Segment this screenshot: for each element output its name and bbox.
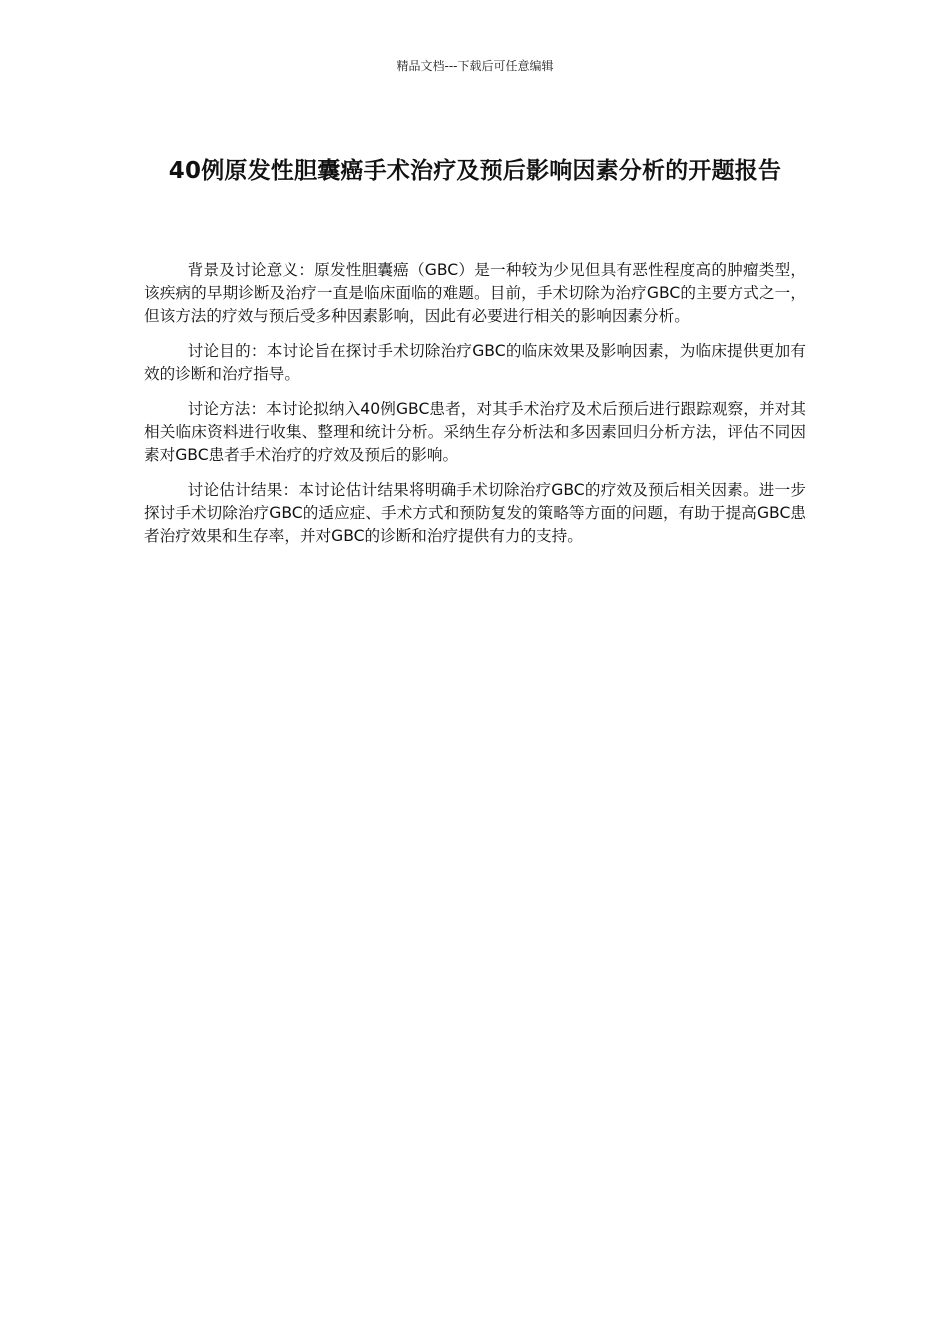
document-title: 40例原发性胆囊癌手术治疗及预后影响因素分析的开题报告 — [168, 158, 782, 185]
paragraph-expected-results: 讨论估计结果：本讨论估计结果将明确手术切除治疗GBC的疗效及预后相关因素。进一步探讨手术切除治疗GBC的适应症、手术方式和预防复发的策略等方面的问题，有助于提高GBC患者治疗效果和生存率，并对GBC的诊断和治疗提供有力的支持。 — [144, 481, 806, 545]
paragraph-method: 讨论方法：本讨论拟纳入40例GBC患者，对其手术治疗及术后预后进行跟踪观察，并对其相关临床资料进行收集、整理和统计分析。采纳生存分析法和多因素回归分析方法，评估不同因素对GBC患者手术治疗的疗效及预后的影响。 — [144, 400, 806, 464]
paragraph-purpose: 讨论目的：本讨论旨在探讨手术切除治疗GBC的临床效果及影响因素，为临床提供更加有效的诊断和治疗指导。 — [144, 342, 806, 383]
header-note: 精品文档---下载后可任意编辑 — [396, 59, 554, 73]
paragraph-background: 背景及讨论意义：原发性胆囊癌（GBC）是一种较为少见但具有恶性程度高的肿瘤类型，该疾病的早期诊断及治疗一直是临床面临的难题。目前，手术切除为治疗GBC的主要方式之一，但该方法的疗效与预后受多种因素影响，因此有必要进行相关的影响因素分析。 — [144, 261, 806, 325]
document-body — [144, 259, 806, 560]
